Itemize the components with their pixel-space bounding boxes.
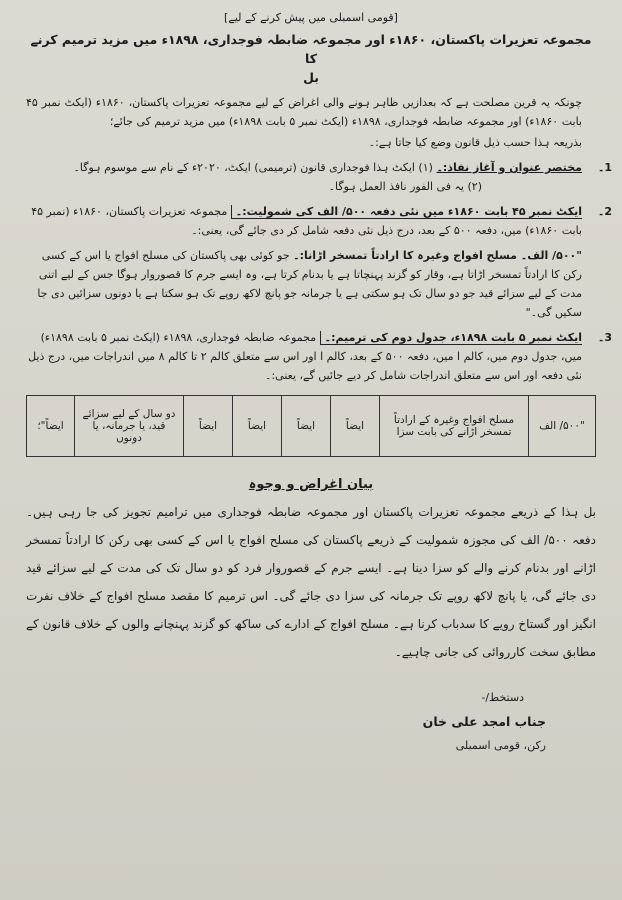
section-3-text: مجموعہ ضابطہ فوجداری، ۱۸۹۸ء (ایکٹ نمبر ۵ بابت ۱۸۹۸ء) میں، جدول دوم میں، کالم ا میں، دفعہ ۵۰۰ کے بعد، کالم ا اور اس سے متعلق کالم ۲ تا کالم ۸ میں اندراجات میں، درج ذیل نئی دفعہ اور اس سے متعلق اندراجات شامل کر دیے جائیں گے، یعنی:۔: [28, 331, 582, 382]
signatory-title: رکن، قومی اسمبلی: [455, 739, 546, 752]
section-1-text-1: (۱) ایکٹ ہذا فوجداری قانون (ترمیمی) ایکٹ، ۲۰۲۰ء کے نام سے موسوم ہوگا۔: [73, 161, 433, 174]
section-2-heading: ایکٹ نمبر ۴۵ بابت ۱۸۶۰ء میں نئی دفعہ ۵۰۰/ الف کی شمولیت:۔: [231, 205, 582, 219]
signature-block: [26, 686, 596, 758]
table-cell-col6: ایضاً: [184, 396, 233, 457]
section-1-text-2: (۲) یہ فی الفور نافذ العمل ہوگا۔: [328, 180, 482, 193]
signatory-name: جناب امجد علی خان: [422, 714, 546, 729]
section-500a-heading: "۵۰۰/ الف۔ مسلح افواج وغیرہ کا ارادتاً تمسخر اڑانا:۔: [293, 249, 582, 262]
table-row: [27, 396, 596, 457]
section-3: [26, 328, 612, 385]
table-cell-offence: مسلح افواج وغیرہ کے ارادتاً تمسخر اڑانے کی بابت سزا: [380, 396, 529, 457]
reasons-text: بل ہذا کے ذریعے مجموعہ تعزیرات پاکستان اور مجموعہ ضابطہ فوجداری میں ترامیم تجویز کی جا رہی ہیں۔ دفعہ ۵۰۰/ الف کی مجوزہ شمولیت کے ذریعے پاکستان کی مسلح افواج یا اس کے کسی بھی رکن کا ارادتاً تمسخر اڑانے اور بدنام کرنے والے کو سزا دینا ہے۔ ایسے جرم کے قصوروار فرد کو دو سال تک کی مدت کے لیے سزائے قید دی جائے گی، یا پانچ لاکھ روپے تک جرمانہ کی سزا دی جائے گی۔ اس ترمیم کا مقصد مسلح افواج کے خلاف نفرت انگیز اور گستاخ رویے کا سدباب کرنا ہے۔ مسلح افواج کے ادارے کی ساکھ کو گزند پہنچانے والوں کے خلاف قانون کے مطابق سخت کارروائی کی جانی چاہیے۔: [26, 505, 596, 659]
section-2-number: 2۔: [597, 205, 612, 218]
schedule-table: [26, 395, 596, 457]
signature-label: دستخط/-: [481, 691, 524, 704]
section-3-heading: ایکٹ نمبر ۵ بابت ۱۸۹۸ء، جدول دوم کی ترمیم:۔: [320, 331, 582, 345]
table-cell-col5: ایضاً: [233, 396, 282, 457]
section-1-heading: مختصر عنوان و آغاز نفاذ:۔: [436, 161, 582, 174]
header-note: [قومی اسمبلی میں پیش کرنے کے لیے]: [224, 11, 398, 24]
section-1-number: 1۔: [597, 161, 612, 174]
table-cell-col8: ایضاً"؛: [27, 396, 75, 457]
section-500a-text: جو کوئی بھی پاکستان کی مسلح افواج یا اس کے کسی رکن کا ارادتاً تمسخر اڑاتا ہے، وقار کو گزند پہنچاتا ہے یا بدنام کرتا ہے، وہ ایسے جرم کا قصوروار ہوگا جس کے لیے اتنی مدت کے لیے سزائے قید جو دو سال تک ہو سکتی ہے یا جرمانہ جو پانچ لاکھ روپے تک ہو سکتا ہے یا دونوں سزائیں دی جا سکیں گی۔": [37, 249, 582, 319]
table-cell-punishment: دو سال کے لیے سزائے قید، یا جرمانہ، یا دونوں: [75, 396, 184, 457]
section-500a-quote: [26, 246, 596, 322]
table-cell-col4: ایضاً: [282, 396, 331, 457]
bill-label: بل: [303, 70, 319, 85]
preamble-paragraph: چونکہ یہ قرین مصلحت ہے کہ بعدازیں ظاہر ہونے والی اغراض کے لیے مجموعہ تعزیرات پاکستان، ۱۸۶۰ء (ایکٹ نمبر ۴۵ بابت ۱۸۶۰ء) اور مجموعہ ضابطہ فوجداری، ۱۸۹۸ء (ایکٹ نمبر ۵ بابت ۱۸۹۸ء) میں مزید ترمیم کی جائے؛: [26, 96, 582, 128]
bill-title: مجموعہ تعزیرات پاکستان، ۱۸۶۰ء اور مجموعہ ضابطہ فوجداری، ۱۸۹۸ء میں مزید ترمیم کرنے کا: [30, 32, 592, 66]
section-1: [26, 158, 612, 196]
section-3-number: 3۔: [597, 331, 612, 344]
section-2: [26, 202, 612, 240]
table-cell-section: "۵۰۰/ الف: [529, 396, 596, 457]
section-2-text: مجموعہ تعزیرات پاکستان، ۱۸۶۰ء (نمبر ۴۵ بابت ۱۸۶۰ء) میں، دفعہ ۵۰۰ کے بعد، درج ذیل نئی دفعہ شامل کر دی جائے گی، یعنی:۔: [31, 205, 582, 237]
table-cell-col3: ایضاً: [331, 396, 380, 457]
enacting-clause: بذریعہ ہذا حسب ذیل قانون وضع کیا جاتا ہے:۔: [368, 136, 582, 149]
reasons-heading: بیان اغراض و وجوہ: [248, 477, 374, 492]
